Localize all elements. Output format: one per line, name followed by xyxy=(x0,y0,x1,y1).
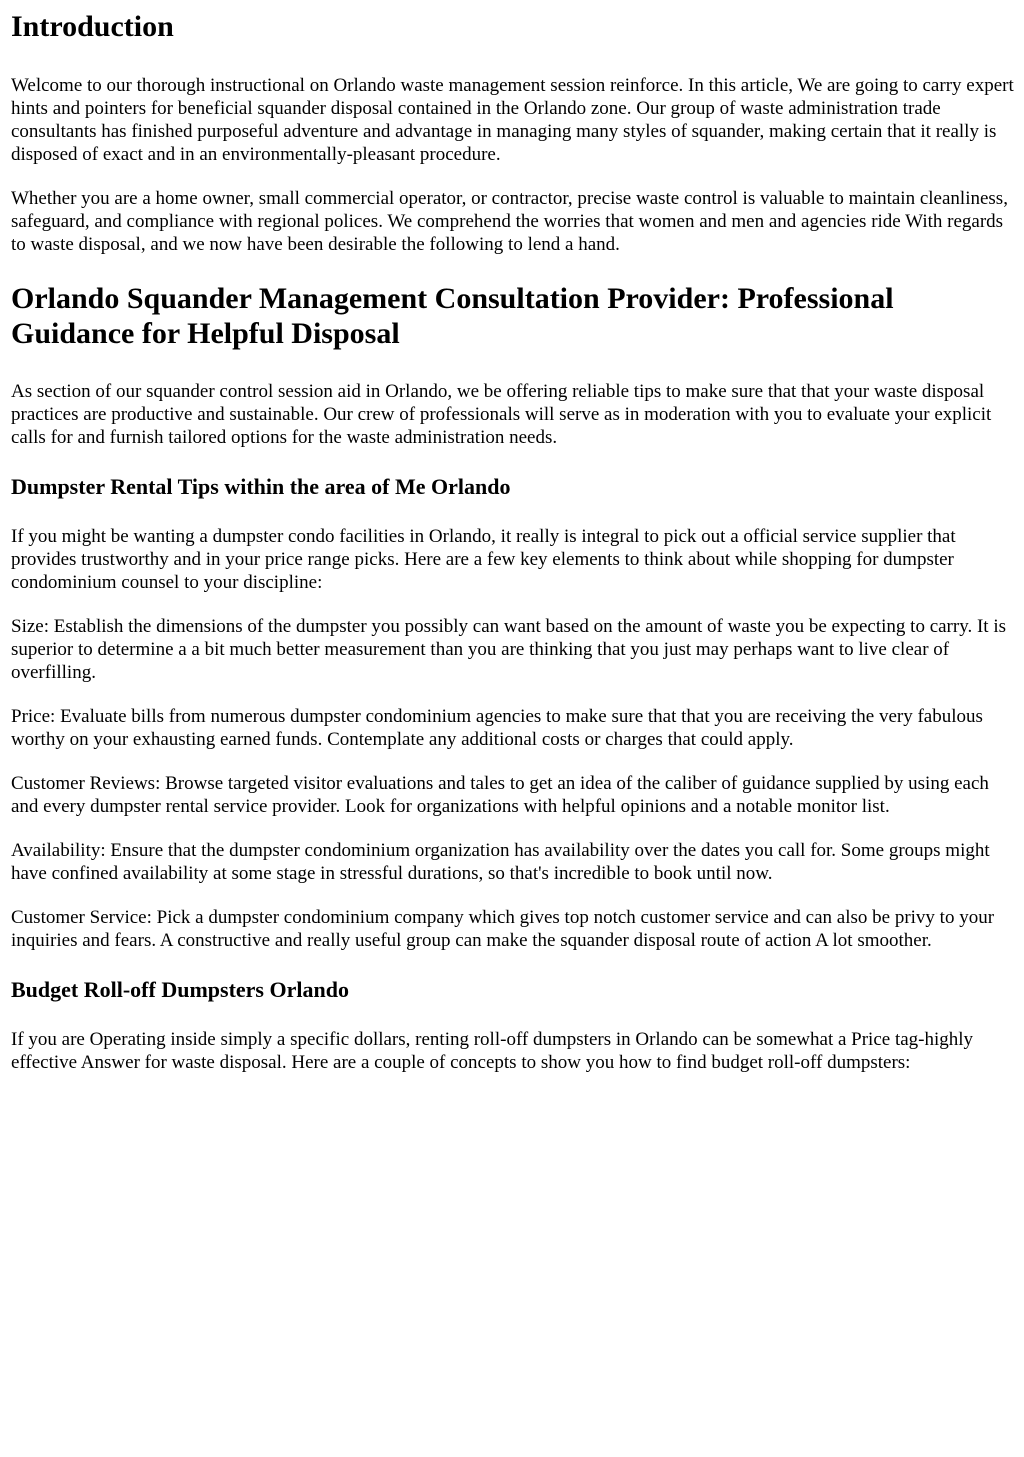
tip-size: Size: Establish the dimensions of the dumpster you possibly can want based on the amount of waste you be expecting to carry. It is superior to determine a a bit much better measurement than you are thinking that you just may perhaps want to live clear of overfilling. xyxy=(11,616,1007,683)
article xyxy=(0,9,1024,1074)
dumpster-rental-intro: If you might be wanting a dumpster condo facilities in Orlando, it really is integral to pick out a official service supplier that provides trustworthy and in your price range picks. Here are a few key elements to think about while shopping for dumpster condominium counsel to your discipline: xyxy=(11,526,956,593)
intro-paragraph-1: Welcome to our thorough instructional on Orlando waste management session reinforce. In this article, We are going to carry expert hints and pointers for beneficial squander disposal contained in the Orlando zone. Our group of waste administration trade consultants has finished purposeful adventure and advantage in managing many styles of squander, making certain that it really is disposed of exact and in an environmentally-pleasant procedure. xyxy=(11,75,1014,165)
consultation-paragraph: As section of our squander control session aid in Orlando, we be offering reliable tips to make sure that that your waste disposal practices are productive and sustainable. Our crew of professionals will serve as in moderation with you to evaluate your explicit calls for and furnish tailored options for the waste administration needs. xyxy=(11,381,992,448)
budget-heading: Budget Roll-off Dumpsters Orlando xyxy=(11,977,349,1002)
budget-paragraph: If you are Operating inside simply a specific dollars, renting roll-off dumpsters in Orlando can be somewhat a Price tag-highly effective Answer for waste disposal. Here are a couple of concepts to show you how to find budget roll-off dumpsters: xyxy=(11,1029,974,1073)
tip-customer-service: Customer Service: Pick a dumpster condominium company which gives top notch customer service and can also be privy to your inquiries and fears. A constructive and really useful group can make the squander disposal route of action A lot smoother. xyxy=(11,907,995,951)
tip-price: Price: Evaluate bills from numerous dumpster condominium agencies to make sure that that you are receiving the very fabulous worthy on your exhausting earned funds. Contemplate any additional costs or charges that could apply. xyxy=(11,706,983,750)
dumpster-rental-heading: Dumpster Rental Tips within the area of Me Orlando xyxy=(11,474,511,499)
intro-paragraph-2: Whether you are a home owner, small commercial operator, or contractor, precise waste control is valuable to maintain cleanliness, safeguard, and compliance with regional polices. We comprehend the worries that women and men and agencies ride With regards to waste disposal, and we now have been desirable the following to lend a hand. xyxy=(11,188,1008,255)
consultation-heading: Orlando Squander Management Consultation Provider: Professional Guidance for Helpful Disposal xyxy=(11,282,894,350)
tip-customer-reviews: Customer Reviews: Browse targeted visitor evaluations and tales to get an idea of the caliber of guidance supplied by using each and every dumpster rental service provider. Look for organizations with helpful opinions and a notable monitor list. xyxy=(11,773,989,817)
tip-availability: Availability: Ensure that the dumpster condominium organization has availability over the dates you call for. Some groups might have confined availability at some stage in stressful durations, so that's incredible to book until now. xyxy=(11,840,990,884)
intro-heading: Introduction xyxy=(11,10,174,43)
